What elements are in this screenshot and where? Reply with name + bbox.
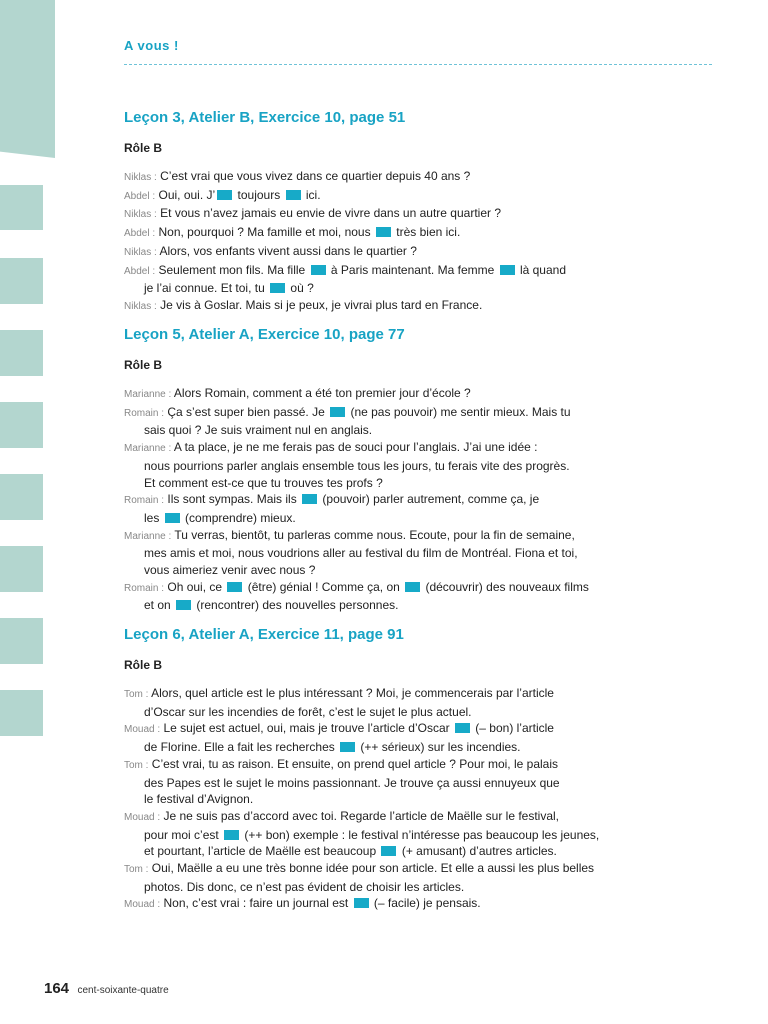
- line-text: Tu verras, bientôt, tu parleras comme nous. Ecoute, pour la fin de semaine,: [174, 527, 575, 542]
- dialogue-line: [124, 879, 724, 896]
- role-label: Rôle B: [124, 658, 163, 672]
- blank-gap-marker: [227, 582, 242, 592]
- line-text: sais quoi ? Je suis vraiment nul en anglais.: [144, 423, 373, 438]
- exercise-section: [124, 625, 724, 914]
- line-text: Seulement mon fils. Ma fille: [158, 262, 309, 277]
- speaker-label: Niklas :: [124, 300, 157, 312]
- line-text: C’est vrai que vous vivez dans ce quartier depuis 40 ans ?: [160, 169, 471, 183]
- speaker-label: Abdel :: [124, 265, 156, 277]
- dialogue-line: [124, 527, 724, 546]
- line-text: toujours: [234, 187, 284, 202]
- side-tab: [0, 185, 43, 230]
- page-footer: [44, 980, 169, 998]
- dialogue-line: [124, 243, 724, 262]
- blank-gap-marker: [217, 190, 232, 200]
- line-text: nous pourrions parler anglais ensemble tous les jours, tu ferais vite des progrès.: [144, 458, 570, 473]
- side-tab: [0, 330, 43, 376]
- header-divider: [124, 64, 712, 65]
- dialogue-line: [124, 297, 724, 316]
- line-text: (découvrir) des nouveaux films: [422, 579, 589, 594]
- speaker-label: Tom :: [124, 759, 149, 771]
- line-text: et pourtant, l’article de Maëlle est beaucoup: [144, 844, 380, 859]
- blank-gap-marker: [302, 494, 317, 504]
- dialogue-line: [124, 187, 724, 206]
- speaker-label: Marianne :: [124, 530, 172, 542]
- dialogue-line: [124, 562, 724, 579]
- dialogue-line: [124, 720, 724, 739]
- line-text: et on: [144, 598, 175, 613]
- dialogue-line: [124, 704, 724, 721]
- line-text: d’Oscar sur les incendies de forêt, c’est le sujet le plus actuel.: [144, 704, 472, 719]
- page-number: 164: [44, 980, 70, 997]
- line-text: les: [144, 510, 163, 525]
- line-text: Oui, oui. J’: [158, 187, 216, 202]
- speaker-label: Marianne :: [124, 443, 172, 455]
- exercise-section: [124, 108, 724, 316]
- line-text: photos. Dis donc, ce n’est pas évident de choisir les articles.: [144, 879, 465, 894]
- dialogue-line: [124, 458, 724, 475]
- side-tab: [0, 258, 43, 304]
- line-text: (être) génial ! Comme ça, on: [244, 579, 404, 594]
- speaker-label: Abdel :: [124, 190, 156, 202]
- speaker-label: Abdel :: [124, 228, 156, 240]
- line-text: Oh oui, ce: [167, 579, 226, 594]
- dialogue-line: [124, 491, 724, 510]
- side-tab: [0, 690, 43, 736]
- line-text: de Florine. Elle a fait les recherches: [144, 740, 339, 755]
- exercise-section: [124, 325, 724, 614]
- line-text: (+ amusant) d’autres articles.: [398, 844, 557, 859]
- dialogue-line: [124, 775, 724, 792]
- side-tab: [0, 618, 43, 664]
- speaker-label: Tom :: [124, 864, 149, 876]
- line-text: vous aimeriez venir avec nous ?: [144, 563, 316, 578]
- line-text: A ta place, je ne me ferais pas de souci pour l’anglais. J’ai une idée :: [173, 440, 538, 455]
- line-text: C’est vrai, tu as raison. Et ensuite, on prend quel article ? Pour moi, le palais: [151, 756, 559, 771]
- line-text: Alors, vos enfants vivent aussi dans le quartier ?: [159, 243, 417, 258]
- speaker-label: Romain :: [124, 407, 165, 419]
- page-number-words: cent-soixante-quatre: [77, 985, 169, 996]
- page-header-title: A vous !: [124, 38, 179, 53]
- line-text: (– bon) l’article: [471, 721, 554, 736]
- dialogue-line: [124, 280, 724, 297]
- section-title: Leçon 6, Atelier A, Exercice 11, page 91: [124, 626, 404, 643]
- speaker-label: Mouad :: [124, 899, 161, 911]
- line-text: Alors Romain, comment a été ton premier jour d’école ?: [173, 386, 471, 400]
- dialogue-line: [124, 843, 724, 860]
- speaker-label: Romain :: [124, 582, 165, 594]
- dialogue-line: [124, 262, 724, 281]
- line-text: Non, c’est vrai : faire un journal est: [163, 896, 352, 911]
- blank-gap-marker: [381, 846, 396, 856]
- line-text: (++ sérieux) sur les incendies.: [357, 740, 521, 755]
- speaker-label: Mouad :: [124, 724, 161, 736]
- dialogue-line: [124, 510, 724, 527]
- line-text: Je ne suis pas d’accord avec toi. Regarde l’article de Maëlle sur le festival,: [163, 808, 560, 823]
- dialogue-line: [124, 404, 724, 423]
- speaker-label: Niklas :: [124, 246, 157, 258]
- side-tab-top: [0, 0, 55, 158]
- line-text: à Paris maintenant. Ma femme: [327, 262, 498, 277]
- line-text: des Papes est le sujet le moins passionnant. Je trouve ça aussi ennuyeux que: [144, 775, 560, 790]
- dialogue-line: [124, 739, 724, 756]
- section-title: Leçon 5, Atelier A, Exercice 10, page 77: [124, 326, 405, 343]
- line-text: pour moi c’est: [144, 827, 223, 842]
- blank-gap-marker: [376, 227, 391, 237]
- dialogue-line: [124, 475, 724, 492]
- line-text: ici.: [302, 187, 321, 202]
- line-text: (ne pas pouvoir) me sentir mieux. Mais tu: [347, 404, 571, 419]
- dialogue-line: [124, 385, 724, 404]
- dialogue-lines: [124, 385, 724, 614]
- speaker-label: Tom :: [124, 689, 149, 700]
- line-text: où ?: [287, 281, 314, 296]
- section-title: Leçon 3, Atelier B, Exercice 10, page 51: [124, 109, 406, 126]
- line-text: très bien ici.: [392, 225, 461, 240]
- speaker-label: Romain :: [124, 495, 165, 507]
- side-tab: [0, 402, 43, 448]
- speaker-label: Marianne :: [124, 389, 172, 400]
- line-text: Ça s’est super bien passé. Je: [167, 404, 329, 419]
- line-text: le festival d’Avignon.: [144, 792, 254, 807]
- line-text: (rencontrer) des nouvelles personnes.: [193, 598, 399, 613]
- dialogue-line: [124, 224, 724, 243]
- role-label: Rôle B: [124, 358, 163, 372]
- blank-gap-marker: [354, 898, 369, 908]
- dialogue-line: [124, 545, 724, 562]
- speaker-label: Niklas :: [124, 172, 157, 183]
- line-text: Non, pourquoi ? Ma famille et moi, nous: [158, 225, 374, 240]
- dialogue-line: [124, 168, 724, 187]
- dialogue-line: [124, 205, 724, 224]
- line-text: Ils sont sympas. Mais ils: [167, 492, 301, 507]
- blank-gap-marker: [224, 830, 239, 840]
- line-text: (comprendre) mieux.: [181, 510, 296, 525]
- dialogue-line: [124, 422, 724, 439]
- line-text: Et comment est-ce que tu trouves tes profs ?: [144, 475, 383, 490]
- dialogue-lines: [124, 685, 724, 914]
- speaker-label: Niklas :: [124, 209, 157, 221]
- dialogue-lines: [124, 168, 724, 316]
- dialogue-line: [124, 597, 724, 614]
- side-tab: [0, 474, 43, 520]
- role-label: Rôle B: [124, 141, 163, 155]
- line-text: (pouvoir) parler autrement, comme ça, je: [319, 492, 540, 507]
- line-text: Le sujet est actuel, oui, mais je trouve l’article d’Oscar: [163, 721, 453, 736]
- dialogue-line: [124, 791, 724, 808]
- blank-gap-marker: [330, 407, 345, 417]
- dialogue-line: [124, 860, 724, 879]
- line-text: (– facile) je pensais.: [370, 896, 481, 911]
- side-tab: [0, 546, 43, 592]
- blank-gap-marker: [165, 513, 180, 523]
- blank-gap-marker: [176, 600, 191, 610]
- blank-gap-marker: [340, 742, 355, 752]
- dialogue-line: [124, 895, 724, 914]
- blank-gap-marker: [405, 582, 420, 592]
- dialogue-line: [124, 808, 724, 827]
- line-text: mes amis et moi, nous voudrions aller au festival du film de Montréal. Fiona et toi,: [144, 546, 578, 561]
- blank-gap-marker: [500, 265, 515, 275]
- blank-gap-marker: [311, 265, 326, 275]
- blank-gap-marker: [286, 190, 301, 200]
- line-text: Je vis à Goslar. Mais si je peux, je vivrai plus tard en France.: [160, 297, 483, 312]
- dialogue-line: [124, 827, 724, 844]
- line-text: (++ bon) exemple : le festival n’intéresse pas beaucoup les jeunes,: [241, 827, 600, 842]
- blank-gap-marker: [455, 723, 470, 733]
- line-text: là quand: [516, 262, 567, 277]
- dialogue-line: [124, 579, 724, 598]
- line-text: Et vous n’avez jamais eu envie de vivre dans un autre quartier ?: [160, 206, 501, 221]
- line-text: je l’ai connue. Et toi, tu: [144, 281, 269, 296]
- line-text: Oui, Maëlle a eu une très bonne idée pour son article. Et elle a aussi les plus belles: [151, 861, 595, 876]
- dialogue-line: [124, 756, 724, 775]
- dialogue-line: [124, 439, 724, 458]
- dialogue-line: [124, 685, 724, 704]
- speaker-label: Mouad :: [124, 811, 161, 823]
- blank-gap-marker: [270, 283, 285, 293]
- line-text: Alors, quel article est le plus intéressant ? Moi, je commencerais par l’article: [151, 686, 554, 700]
